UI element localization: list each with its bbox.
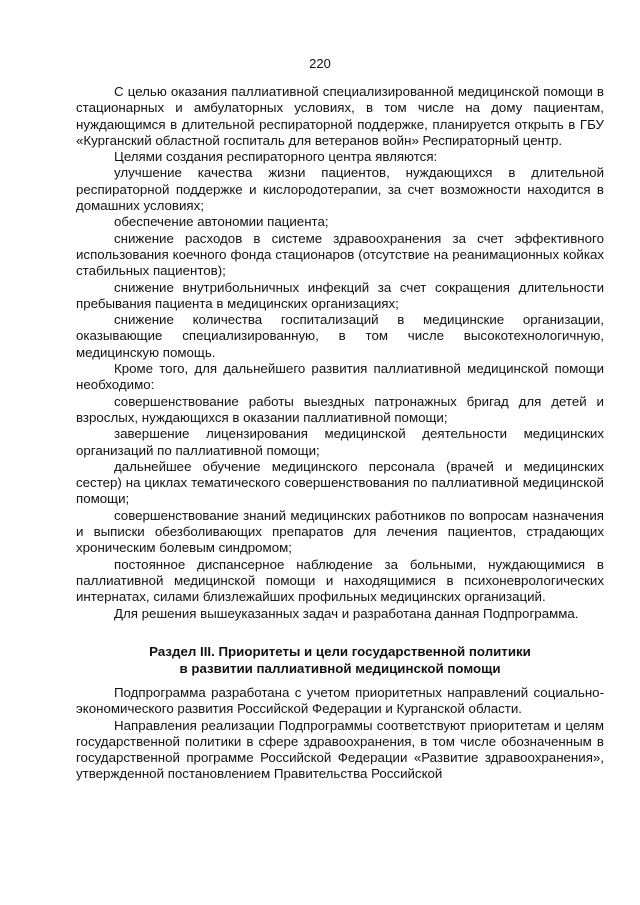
section-heading <box>76 643 604 677</box>
list-item: снижение расходов в системе здравоохранения за счет эффективного использования коечного фонда стационаров (отсутствие на реанимационных койках стабильных пациентов); <box>76 230 604 279</box>
paragraph: С целью оказания паллиативной специализированной медицинской помощи в стационарных и амбулаторных условиях, в том числе на дому пациентам, нуждающимся в длительной респираторной поддержке, планируется открыть в ГБУ «Курганский областной госпиталь для ветеранов войн» Респираторный центр. <box>76 84 604 148</box>
list-item: совершенствование работы выездных патронажных бригад для детей и взрослых, нуждающихся в оказании паллиативной помощи; <box>76 393 604 425</box>
list-item: улучшение качества жизни пациентов, нуждающихся в длительной респираторной поддержке и кислородотерапии, за счет возможности находится в домашних условиях; <box>76 165 604 214</box>
body-text-block-1 <box>76 84 604 622</box>
page-number: 220 <box>309 56 331 71</box>
list-item: завершение лицензирования медицинской деятельности медицинских организаций по паллиативной помощи; <box>76 426 604 458</box>
list-item: постоянное диспансерное наблюдение за больными, нуждающимися в паллиативной медицинской помощи и находящимися в психоневрологических интернатах, силами близлежайших профильных медицинских организаций. <box>76 556 604 605</box>
section-heading-line-2: в развитии паллиативной медицинской помощи <box>179 661 501 676</box>
paragraph: Направления реализации Подпрограммы соответствуют приоритетам и целям государственной политики в сфере здравоохранения, в том числе обозначенным в государственной программе Российской Федерации «Развитие здравоохранения», утвержденной постановлением Правительства Российской <box>76 717 604 782</box>
paragraph: Целями создания респираторного центра являются: <box>114 149 438 165</box>
paragraph: Для решения вышеуказанных задач и разработана данная Подпрограмма. <box>114 605 579 621</box>
list-item: снижение количества госпитализаций в медицинские организации, оказывающие специализированную, в том числе высокотехнологичную, медицинскую помощь. <box>76 312 604 360</box>
list-item: дальнейшее обучение медицинского персонала (врачей и медицинских сестер) на циклах тематического совершенствования по паллиативной медицинской помощи; <box>76 458 604 507</box>
section-heading-line-1: Раздел III. Приоритеты и цели государственной политики <box>149 644 531 659</box>
body-text-block-2 <box>76 685 604 783</box>
paragraph: Кроме того, для дальнейшего развития паллиативной медицинской помощи необходимо: <box>76 361 604 393</box>
list-item: обеспечение автономии пациента; <box>114 214 329 230</box>
list-item: снижение внутрибольничных инфекций за счет сокращения длительности пребывания пациента в медицинских организациях; <box>76 279 604 311</box>
list-item: совершенствование знаний медицинских работников по вопросам назначения и выписки обезболивающих препаратов для лечения пациентов, страдающих хроническим болевым синдромом; <box>76 507 604 556</box>
paragraph: Подпрограмма разработана с учетом приоритетных направлений социально-экономического развития Российской Федерации и Курганской области. <box>76 685 604 717</box>
